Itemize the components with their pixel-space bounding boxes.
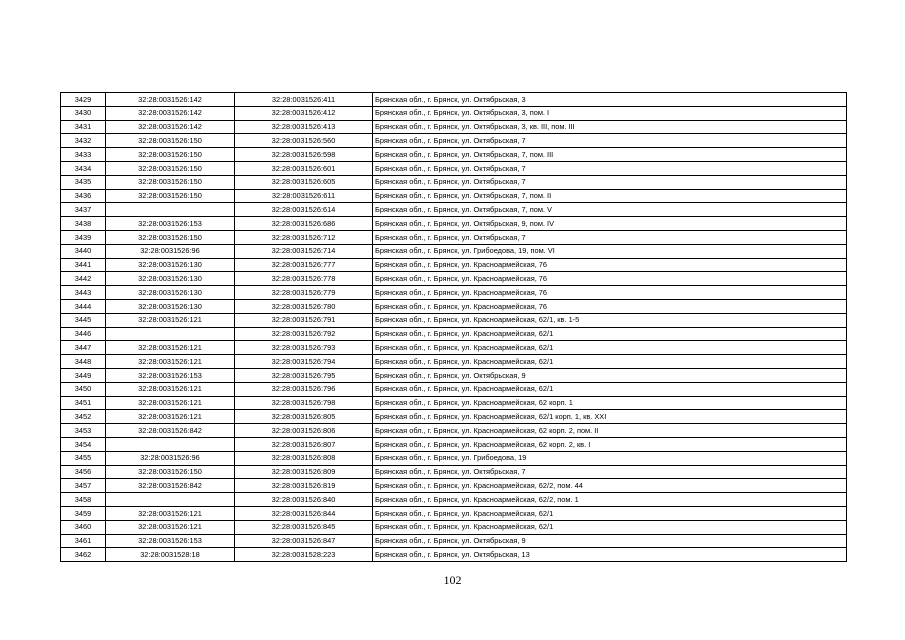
address-cell: Брянская обл., г. Брянск, ул. Октябрьская, 13	[373, 548, 847, 562]
table-row	[61, 341, 847, 355]
address-cell: Брянская обл., г. Брянск, ул. Красноармейская, 62/1, кв. 1-5	[373, 313, 847, 327]
table-row	[61, 258, 847, 272]
table-row	[61, 286, 847, 300]
row-number-cell: 3433	[61, 148, 106, 162]
row-number-cell: 3442	[61, 272, 106, 286]
address-cell: Брянская обл., г. Брянск, ул. Грибоедова, 19, пом. VI	[373, 244, 847, 258]
parent-cadastral-cell: 32:28:0031526:142	[106, 120, 235, 134]
address-cell: Брянская обл., г. Брянск, ул. Октябрьская, 9, пом. IV	[373, 217, 847, 231]
row-number-cell: 3436	[61, 189, 106, 203]
row-number-cell: 3434	[61, 161, 106, 175]
row-number-cell: 3461	[61, 534, 106, 548]
parent-cadastral-cell: 32:28:0031526:153	[106, 368, 235, 382]
table-row	[61, 106, 847, 120]
table-row	[61, 493, 847, 507]
cadastral-number-cell: 32:28:0031526:844	[235, 506, 373, 520]
address-cell: Брянская обл., г. Брянск, ул. Красноармейская, 62 корп. 2, кв. I	[373, 437, 847, 451]
table-row	[61, 313, 847, 327]
parent-cadastral-cell: 32:28:0031526:130	[106, 286, 235, 300]
address-cell: Брянская обл., г. Брянск, ул. Октябрьская, 7	[373, 465, 847, 479]
address-cell: Брянская обл., г. Брянск, ул. Октябрьская, 7	[373, 161, 847, 175]
table-row	[61, 189, 847, 203]
parent-cadastral-cell: 32:28:0031526:153	[106, 217, 235, 231]
table-row	[61, 120, 847, 134]
row-number-cell: 3450	[61, 382, 106, 396]
cadastral-number-cell: 32:28:0031526:819	[235, 479, 373, 493]
parent-cadastral-cell	[106, 493, 235, 507]
address-cell: Брянская обл., г. Брянск, ул. Октябрьская, 7, пом. V	[373, 203, 847, 217]
parent-cadastral-cell: 32:28:0031526:121	[106, 341, 235, 355]
parent-cadastral-cell	[106, 203, 235, 217]
cadastral-number-cell: 32:28:0031526:601	[235, 161, 373, 175]
cadastral-number-cell: 32:28:0031526:794	[235, 355, 373, 369]
parent-cadastral-cell	[106, 437, 235, 451]
cadastral-number-cell: 32:28:0031526:777	[235, 258, 373, 272]
address-cell: Брянская обл., г. Брянск, ул. Красноармейская, 62/1	[373, 506, 847, 520]
cadastral-number-cell: 32:28:0031526:780	[235, 299, 373, 313]
parent-cadastral-cell: 32:28:0031526:150	[106, 189, 235, 203]
table-row	[61, 203, 847, 217]
cadastral-number-cell: 32:28:0031526:598	[235, 148, 373, 162]
parent-cadastral-cell: 32:28:0031526:153	[106, 534, 235, 548]
row-number-cell: 3444	[61, 299, 106, 313]
parent-cadastral-cell: 32:28:0031526:150	[106, 175, 235, 189]
parent-cadastral-cell: 32:28:0031526:121	[106, 410, 235, 424]
cadastral-number-cell: 32:28:0031528:223	[235, 548, 373, 562]
cadastral-number-cell: 32:28:0031526:808	[235, 451, 373, 465]
row-number-cell: 3447	[61, 341, 106, 355]
row-number-cell: 3449	[61, 368, 106, 382]
row-number-cell: 3430	[61, 106, 106, 120]
row-number-cell: 3458	[61, 493, 106, 507]
row-number-cell: 3437	[61, 203, 106, 217]
address-cell: Брянская обл., г. Брянск, ул. Красноармейская, 62/1	[373, 520, 847, 534]
row-number-cell: 3460	[61, 520, 106, 534]
cadastral-number-cell: 32:28:0031526:779	[235, 286, 373, 300]
row-number-cell: 3453	[61, 424, 106, 438]
table-row	[61, 548, 847, 562]
cadastral-number-cell: 32:28:0031526:806	[235, 424, 373, 438]
address-cell: Брянская обл., г. Брянск, ул. Красноармейская, 76	[373, 272, 847, 286]
row-number-cell: 3462	[61, 548, 106, 562]
row-number-cell: 3451	[61, 396, 106, 410]
row-number-cell: 3459	[61, 506, 106, 520]
parent-cadastral-cell: 32:28:0031526:121	[106, 506, 235, 520]
parent-cadastral-cell: 32:28:0031526:130	[106, 272, 235, 286]
parent-cadastral-cell: 32:28:0031526:121	[106, 396, 235, 410]
parent-cadastral-cell: 32:28:0031526:96	[106, 244, 235, 258]
cadastral-number-cell: 32:28:0031526:413	[235, 120, 373, 134]
table-row	[61, 534, 847, 548]
row-number-cell: 3456	[61, 465, 106, 479]
address-cell: Брянская обл., г. Брянск, ул. Красноармейская, 62/2, пом. 44	[373, 479, 847, 493]
table-row	[61, 148, 847, 162]
row-number-cell: 3455	[61, 451, 106, 465]
row-number-cell: 3429	[61, 93, 106, 107]
cadastral-number-cell: 32:28:0031526:560	[235, 134, 373, 148]
cadastral-number-cell: 32:28:0031526:793	[235, 341, 373, 355]
table-row	[61, 355, 847, 369]
cadastral-number-cell: 32:28:0031526:714	[235, 244, 373, 258]
table-row	[61, 424, 847, 438]
table-row	[61, 327, 847, 341]
address-cell: Брянская обл., г. Брянск, ул. Октябрьская, 9	[373, 534, 847, 548]
row-number-cell: 3446	[61, 327, 106, 341]
address-cell: Брянская обл., г. Брянск, ул. Красноармейская, 62/1	[373, 355, 847, 369]
address-cell: Брянская обл., г. Брянск, ул. Красноармейская, 62 корп. 1	[373, 396, 847, 410]
row-number-cell: 3432	[61, 134, 106, 148]
cadastral-number-cell: 32:28:0031526:611	[235, 189, 373, 203]
parent-cadastral-cell: 32:28:0031526:96	[106, 451, 235, 465]
row-number-cell: 3457	[61, 479, 106, 493]
address-cell: Брянская обл., г. Брянск, ул. Октябрьская, 3	[373, 93, 847, 107]
address-cell: Брянская обл., г. Брянск, ул. Октябрьская, 9	[373, 368, 847, 382]
cadastral-number-cell: 32:28:0031526:805	[235, 410, 373, 424]
table-body	[61, 93, 847, 562]
row-number-cell: 3435	[61, 175, 106, 189]
parent-cadastral-cell: 32:28:0031526:150	[106, 134, 235, 148]
table-row	[61, 368, 847, 382]
table-row	[61, 134, 847, 148]
cadastral-number-cell: 32:28:0031526:605	[235, 175, 373, 189]
cadastral-number-cell: 32:28:0031526:411	[235, 93, 373, 107]
cadastral-number-cell: 32:28:0031526:809	[235, 465, 373, 479]
cadastral-number-cell: 32:28:0031526:796	[235, 382, 373, 396]
address-cell: Брянская обл., г. Брянск, ул. Грибоедова, 19	[373, 451, 847, 465]
parent-cadastral-cell: 32:28:0031526:150	[106, 148, 235, 162]
parent-cadastral-cell: 32:28:0031528:18	[106, 548, 235, 562]
parent-cadastral-cell: 32:28:0031526:142	[106, 93, 235, 107]
address-cell: Брянская обл., г. Брянск, ул. Октябрьская, 3, кв. III, пом. III	[373, 120, 847, 134]
parent-cadastral-cell: 32:28:0031526:150	[106, 230, 235, 244]
address-cell: Брянская обл., г. Брянск, ул. Октябрьская, 7	[373, 230, 847, 244]
table-row	[61, 230, 847, 244]
cadastral-number-cell: 32:28:0031526:791	[235, 313, 373, 327]
address-cell: Брянская обл., г. Брянск, ул. Красноармейская, 62/1	[373, 327, 847, 341]
row-number-cell: 3439	[61, 230, 106, 244]
table-row	[61, 506, 847, 520]
parent-cadastral-cell: 32:28:0031526:121	[106, 382, 235, 396]
address-cell: Брянская обл., г. Брянск, ул. Красноармейская, 76	[373, 258, 847, 272]
parent-cadastral-cell: 32:28:0031526:842	[106, 424, 235, 438]
table-row	[61, 161, 847, 175]
property-table	[60, 92, 847, 562]
parent-cadastral-cell: 32:28:0031526:130	[106, 258, 235, 272]
cadastral-number-cell: 32:28:0031526:712	[235, 230, 373, 244]
address-cell: Брянская обл., г. Брянск, ул. Красноармейская, 62/1	[373, 382, 847, 396]
table-row	[61, 272, 847, 286]
table-row	[61, 451, 847, 465]
row-number-cell: 3438	[61, 217, 106, 231]
address-cell: Брянская обл., г. Брянск, ул. Октябрьская, 7, пом. II	[373, 189, 847, 203]
cadastral-number-cell: 32:28:0031526:798	[235, 396, 373, 410]
page-number: 102	[443, 573, 462, 587]
row-number-cell: 3452	[61, 410, 106, 424]
table-row	[61, 437, 847, 451]
cadastral-number-cell: 32:28:0031526:792	[235, 327, 373, 341]
parent-cadastral-cell: 32:28:0031526:121	[106, 355, 235, 369]
table-row	[61, 520, 847, 534]
table-row	[61, 410, 847, 424]
table-row	[61, 396, 847, 410]
address-cell: Брянская обл., г. Брянск, ул. Красноармейская, 62 корп. 2, пом. II	[373, 424, 847, 438]
address-cell: Брянская обл., г. Брянск, ул. Октябрьская, 7	[373, 134, 847, 148]
address-cell: Брянская обл., г. Брянск, ул. Красноармейская, 62/1	[373, 341, 847, 355]
table-row	[61, 299, 847, 313]
parent-cadastral-cell: 32:28:0031526:842	[106, 479, 235, 493]
address-cell: Брянская обл., г. Брянск, ул. Октябрьская, 7	[373, 175, 847, 189]
row-number-cell: 3448	[61, 355, 106, 369]
row-number-cell: 3454	[61, 437, 106, 451]
cadastral-number-cell: 32:28:0031526:778	[235, 272, 373, 286]
cadastral-number-cell: 32:28:0031526:686	[235, 217, 373, 231]
parent-cadastral-cell: 32:28:0031526:121	[106, 520, 235, 534]
cadastral-number-cell: 32:28:0031526:807	[235, 437, 373, 451]
table-row	[61, 93, 847, 107]
address-cell: Брянская обл., г. Брянск, ул. Красноармейская, 62/1 корп. 1, кв. XXI	[373, 410, 847, 424]
cadastral-number-cell: 32:28:0031526:840	[235, 493, 373, 507]
table-row	[61, 175, 847, 189]
cadastral-number-cell: 32:28:0031526:795	[235, 368, 373, 382]
table-row	[61, 217, 847, 231]
cadastral-number-cell: 32:28:0031526:412	[235, 106, 373, 120]
row-number-cell: 3431	[61, 120, 106, 134]
address-cell: Брянская обл., г. Брянск, ул. Октябрьская, 3, пом. I	[373, 106, 847, 120]
table-row	[61, 479, 847, 493]
row-number-cell: 3443	[61, 286, 106, 300]
cadastral-number-cell: 32:28:0031526:614	[235, 203, 373, 217]
parent-cadastral-cell: 32:28:0031526:150	[106, 465, 235, 479]
parent-cadastral-cell: 32:28:0031526:142	[106, 106, 235, 120]
table-row	[61, 382, 847, 396]
row-number-cell: 3441	[61, 258, 106, 272]
cadastral-number-cell: 32:28:0031526:847	[235, 534, 373, 548]
address-cell: Брянская обл., г. Брянск, ул. Красноармейская, 76	[373, 286, 847, 300]
address-cell: Брянская обл., г. Брянск, ул. Красноармейская, 62/2, пом. 1	[373, 493, 847, 507]
parent-cadastral-cell: 32:28:0031526:130	[106, 299, 235, 313]
cadastral-number-cell: 32:28:0031526:845	[235, 520, 373, 534]
row-number-cell: 3440	[61, 244, 106, 258]
parent-cadastral-cell: 32:28:0031526:121	[106, 313, 235, 327]
row-number-cell: 3445	[61, 313, 106, 327]
table-row	[61, 465, 847, 479]
address-cell: Брянская обл., г. Брянск, ул. Октябрьская, 7, пом. III	[373, 148, 847, 162]
parent-cadastral-cell	[106, 327, 235, 341]
parent-cadastral-cell: 32:28:0031526:150	[106, 161, 235, 175]
address-cell: Брянская обл., г. Брянск, ул. Красноармейская, 76	[373, 299, 847, 313]
table-row	[61, 244, 847, 258]
